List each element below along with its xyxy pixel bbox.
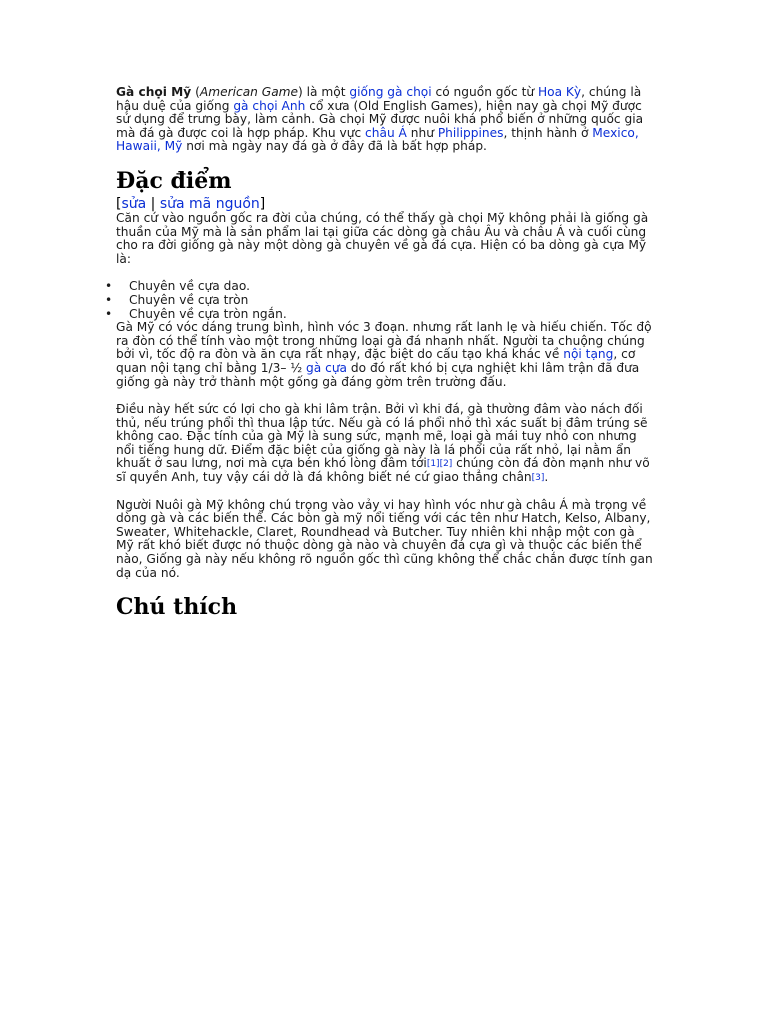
text-run: . [544, 470, 549, 485]
edit-source-link[interactable]: sửa mã nguồn [159, 195, 260, 212]
bracket: [ [116, 195, 122, 212]
list-item-text: Chuyên về cựa tròn [129, 292, 249, 307]
text-run: , thịnh hành ở [503, 125, 593, 140]
bullet-icon: • [105, 279, 113, 294]
link-chau-a[interactable]: châu Á [365, 125, 407, 140]
bullet-icon: • [105, 292, 113, 307]
text-run: do đó rất khó bị cựa nghiệt khi lâm trận đã đưa giống gà này trở thành một gống gà đáng gờm trên trường đấu. [116, 360, 640, 389]
separator: | [146, 195, 160, 212]
text-run: cổ xưa (Old English Games), hiện nay gà chọi Mỹ được sử dụng để trưng bày, làm cảnh. Gà chọi Mỹ được nuôi khá phổ biến ở những quốc gia mà đá gà được coi là hợp pháp. Khu vực [116, 98, 644, 140]
list-item-text: Chuyên về cựa dao. [129, 279, 250, 294]
link-separator[interactable]: , [634, 125, 639, 140]
text-run: có nguồn gốc từ [431, 85, 538, 99]
list-item [105, 292, 656, 308]
link-ga-choi-anh[interactable]: gà chọi Anh [233, 98, 306, 113]
text-run: , cơ quan nội tạng chỉ bằng 1/3– ½ [116, 347, 636, 375]
citation-link-1[interactable]: [1] [426, 459, 440, 470]
link-separator[interactable]: , [156, 139, 165, 154]
text-run: như [406, 125, 438, 140]
text-run: chúng còn đá đòn mạnh như võ sĩ quyền Anh, tuy vậy cái dở là đá không biết né cứ giao thẳng chân [116, 456, 650, 485]
text-run: nơi mà ngày nay đá gà ở đây đã là bất hợp pháp. [182, 139, 487, 154]
section-paragraph-3 [116, 403, 656, 485]
text-run: Điều này hết sức có lợi cho gà khi lâm trận. Bởi vì khi đá, gà thường đâm vào nách đối thủ, nếu trúng phổi thì thua lập tức. Nếu gà có lá phổi nhỏ thì xác suất bị đâm trúng sẽ không cao. Đặc tính của gà Mỹ là sung sức, mạnh mẽ, loại gà mái tuy nhỏ con nhưng nổi tiếng hung dữ. Điểm đặc biệt của giống gà này là lá phổi của rất nhỏ, lại nằm ẩn khuất ở sau lưng, nơi mà cựa bén khó lòng đâm tới [116, 402, 648, 471]
link-hawaii[interactable]: Hawaii [116, 139, 157, 154]
section-paragraph-4: Người Nuôi gà Mỹ không chú trọng vào vảy vi hay hình vóc như gà châu Á mà trọng về dòng gà và các biến thể. Các bòn gà mỹ nổi tiếng với các tên như Hatch, Kelso, Albany, Sweater, Whitehackle, Claret, Roundhead và Butcher. Tuy nhiên khi nhập một con gà Mỹ rất khó biết được nó thuộc dòng gà nào và chuyên đá cựa gì và thuộc các biến thể nào, Giống gà này nếu không rõ nguồn gốc thì cũng không thể chắc chắn được tính gan dạ của nó. [116, 497, 653, 580]
link-noi-tang[interactable]: nội tạng [563, 347, 614, 362]
list-item-text: Chuyên về cựa tròn ngắn. [129, 306, 287, 321]
english-name: American Game [199, 85, 299, 99]
citation-link-2[interactable]: [2] [439, 459, 453, 470]
edit-links [116, 196, 656, 212]
article-title-term: Gà chọi Mỹ [116, 85, 192, 99]
section-paragraph-1: Căn cứ vào nguồn gốc ra đời của chúng, có thể thấy gà chọi Mỹ không phải là giống gà thuần của Mỹ mà là sản phẩm lai tại giữa các dòng gà châu Âu và châu Á và cuối cùng cho ra đời giống gà này một dòng gà chuyên về gà đá cựa. Hiện có ba dòng gà cựa Mỹ là: [116, 210, 649, 266]
text-run: ( [191, 85, 200, 99]
section-heading-chu-thich: Chú thích [116, 594, 238, 621]
spur-type-list [105, 279, 656, 321]
edit-link[interactable]: sửa [121, 195, 147, 212]
text-run: ) là một [298, 85, 350, 99]
intro-paragraph [116, 86, 656, 154]
bracket: ] [259, 195, 266, 212]
link-ga-cua[interactable]: gà cựa [306, 360, 348, 375]
list-item [105, 306, 656, 322]
link-mexico[interactable]: Mexico [592, 125, 635, 140]
article-body [105, 85, 656, 621]
link-philippines[interactable]: Philippines [437, 125, 504, 140]
section-heading-dac-diem: Đặc điểm [116, 167, 232, 194]
link-hoa-ky[interactable]: Hoa Kỳ [537, 85, 582, 99]
section-paragraph-2 [116, 321, 656, 389]
link-gioi-ga-choi[interactable]: giống gà chọi [349, 85, 432, 99]
text-run: , chúng là hậu duệ của giống [116, 85, 642, 113]
list-item [105, 279, 656, 294]
text-run: Gà Mỹ có vóc dáng trung bình, hình vóc 3 đoạn. nhưng rất lanh lẹ và hiếu chiến. Tốc độ ra đòn có thể tính vào một trong những loại gà đá nhanh nhất. Người ta chuộng chúng bởi vì, tốc độ ra đòn và ăn cựa rất nhạy, đặc biệt do cấu tạo khá khác về [116, 320, 652, 362]
bullet-icon: • [105, 306, 113, 321]
link-my[interactable]: Mỹ [164, 139, 183, 154]
citation-link-3[interactable]: [3] [531, 473, 545, 484]
